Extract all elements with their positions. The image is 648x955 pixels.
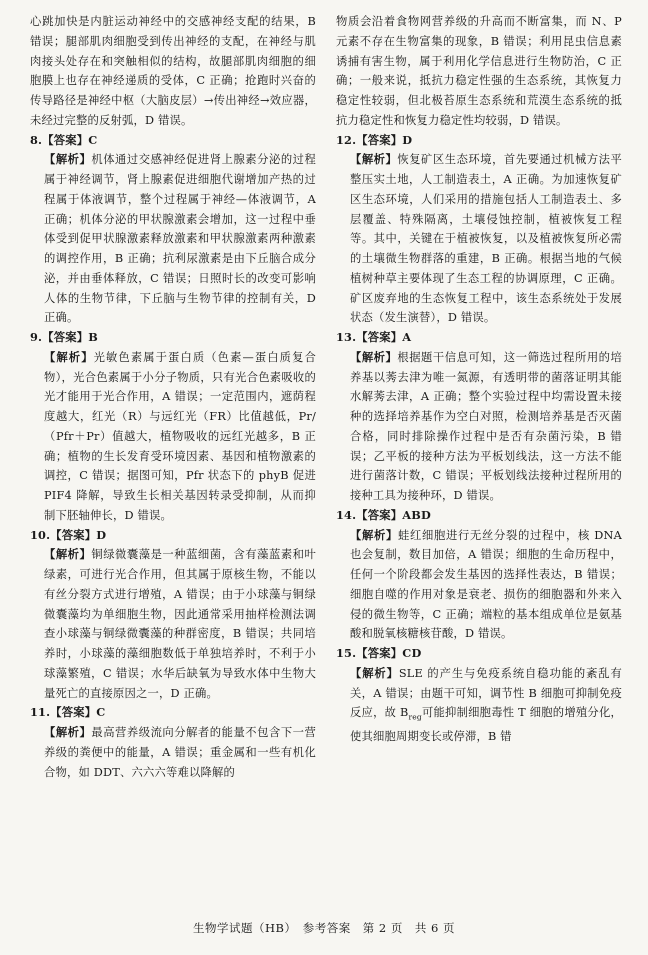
- question-number: 11.: [30, 705, 51, 720]
- analysis-text: 蛙红细胞进行无丝分裂的过程中，核 DNA 也会复制，数目加倍，A 错误；细胞的生命历程中，任何一个阶段都会发生基因的选择性表达，B 错误；细胞自噬的作用对象是衰老、损伤的细胞器和外来入侵的微生物等，C 正确；端粒的基本组成单位是氨基酸和脱氧核糖核苷酸，D 错误。: [350, 528, 622, 641]
- question-number: 9.: [30, 330, 43, 344]
- answer-label: 【答案】: [50, 705, 97, 720]
- answer-value: C: [88, 132, 98, 147]
- question-number: 8.: [30, 132, 43, 147]
- question-11: [30, 703, 316, 782]
- answer-value: C: [96, 705, 106, 720]
- question-number: 12.: [336, 132, 357, 147]
- analysis-label: 【解析】: [44, 349, 94, 364]
- analysis-text: 恢复矿区生态环境，首先要通过机械方法平整压实土地，人工制造表土，A 正确。为加速恢复矿区生态环境，人们采用的措施包括人工制造表土、多层覆盖、特殊隔离，土壤侵蚀控制，植被恢复工程等。其中，关键在于植被恢复，以及植被恢复所必需的土壤微生物群落的重建，B 正确。根据当地的气候植树种草主要体现了生态工程的协调原理，C 正确。矿区废弃地的生态恢复工程中，该生态系统处于发展状态（发生演替），D 错误。: [350, 153, 622, 325]
- analysis-text: SLE 的产生与免疫系统自稳功能的紊乱有关，A 错误；由题干可知，调节性 B 细胞可抑制免疫反应，故 B: [350, 666, 622, 720]
- answer-label: 【答案】: [42, 132, 89, 147]
- analysis-label: 【解析】: [44, 547, 92, 562]
- right-column: [336, 12, 622, 747]
- answer-value: ABD: [402, 507, 431, 522]
- question-10: [30, 526, 316, 704]
- answer-label: 【答案】: [356, 132, 403, 147]
- question-14: [336, 506, 622, 644]
- question-number: 15.: [336, 646, 357, 660]
- question-number: 14.: [336, 507, 357, 522]
- answer-value: B: [88, 330, 98, 344]
- question-number: 13.: [336, 330, 357, 344]
- question-12: [336, 131, 622, 329]
- analysis-text: 根据题干信息可知，这一筛选过程所用的培养基以莠去津为唯一氮源，有透明带的菌落证明其能水解莠去津，A 正确；整个实验过程中均需设置未接种的选择培养基作为空白对照，检测培养基是否灭菌合格，同时排除操作过程中是否有杂菌污染，B 错误；乙平板的接种方法为平板划线法，这一方法不能进行菌落计数，C 错误；平板划线法接种过程所用的接种工具为接种环，D 错误。: [350, 350, 622, 502]
- question-8: [30, 131, 316, 329]
- continuation-text: 物质会沿着食物网营养级的升高而不断富集，而 N、P 元素不存在生物富集的现象，B 错误；利用昆虫信息素诱捕有害生物，属于利用化学信息进行生物防治，C 正确；一般来说，抵抗力稳定性强的生态系统，其恢复力稳定性较弱，但北极苔原生态系统和荒漠生态系统的抵抗力稳定性和恢复力稳定性均较弱，D 错误。: [336, 15, 622, 127]
- analysis-text-continued: 可能抑制细胞毒性 T 细胞的增殖分化，使其细胞周期变长或停滞，B 错: [350, 706, 622, 744]
- answer-label: 【答案】: [42, 330, 89, 344]
- continuation-text: 心跳加快是内脏运动神经中的交感神经支配的结果，B 错误；腿部肌肉细胞受到传出神经的支配，在神经与肌肉接头处存在和突触相似的结构，故腿部肌肉细胞的细胞膜上也存在神经递质的受体，C 正确；抢跑时兴奋的传导路径是神经中枢（大脑皮层）→传出神经→效应器，未经过完整的反射弧，D 错误。: [30, 15, 316, 127]
- answer-value: D: [96, 527, 107, 542]
- answer-label: 【答案】: [50, 527, 97, 542]
- left-column: [30, 12, 316, 782]
- analysis-label: 【解析】: [44, 152, 92, 167]
- answer-value: D: [402, 132, 413, 147]
- answer-label: 【答案】: [356, 646, 403, 660]
- analysis-text: 最高营养级流向分解者的能量不包含下一营养级的粪便中的能量，A 错误；重金属和一些有机化合物，如 DDT、六六六等难以降解的: [44, 726, 316, 779]
- answer-label: 【答案】: [356, 507, 403, 522]
- analysis-label: 【解析】: [350, 152, 398, 167]
- analysis-label: 【解析】: [350, 527, 398, 542]
- question-number: 10.: [30, 527, 51, 542]
- answer-value: CD: [402, 646, 422, 660]
- subscript-reg: reg: [408, 712, 422, 722]
- analysis-text: 铜绿微囊藻是一种蓝细菌，含有藻蓝素和叶绿素，可进行光合作用，但其属于原核生物，不能以有丝分裂方式进行增殖，A 错误；由于小球藻与铜绿微囊藻均为单细胞生物，因此通常采用抽样检测法调查小球藻与铜绿微囊藻的种群密度，B 错误；共同培养时，小球藻的藻细胞数低于单独培养时，不利于小球藻繁殖，C 错误；水华后缺氧为导致水体中生物大量死亡的直接原因之一，D 正确。: [44, 548, 316, 700]
- analysis-label: 【解析】: [44, 725, 92, 739]
- question-15: [336, 644, 622, 747]
- analysis-label: 【解析】: [350, 349, 398, 364]
- question-13: [336, 328, 622, 506]
- answer-value: A: [402, 330, 412, 344]
- answer-label: 【答案】: [356, 330, 403, 344]
- question-9: [30, 328, 316, 526]
- analysis-text: 光敏色素属于蛋白质（色素—蛋白质复合物），光合色素属于小分子物质，只有光合色素吸收的光才能用于光合作用，A 错误；一定范围内，遮荫程度越大，红光（R）与远红光（FR）比值越低，Pr/（Pfr＋Pr）值越大，植物吸收的远红光越多，B 正确；植物的生长发育受环境因素、基因和植物激素的调控，C 错误；据图可知，Pfr 状态下的 phyB 促进 PIF4 降解，导致生长相关基因转录受抑制，从而抑制下胚轴伸长，D 错误。: [44, 350, 316, 522]
- page-footer: 生物学试题（HB） 参考答案 第 2 页 共 6 页: [193, 921, 455, 935]
- analysis-text: 机体通过交感神经促进肾上腺素分泌的过程属于神经调节，肾上腺素促进细胞代谢增加产热的过程属于体液调节，整个过程属于神经—体液调节，A 正确；机体分泌的甲状腺激素会增加，这一过程中垂体受到促甲状腺激素释放激素和甲状腺激素两种激素的调控作用，B 正确；抗利尿激素是由下丘脑合成分泌，并由垂体释放，C 错误；日照时长的改变可影响人体的生物节律，下丘脑与生物节律的控制有关，D 正确。: [44, 153, 316, 325]
- analysis-label: 【解析】: [350, 665, 399, 680]
